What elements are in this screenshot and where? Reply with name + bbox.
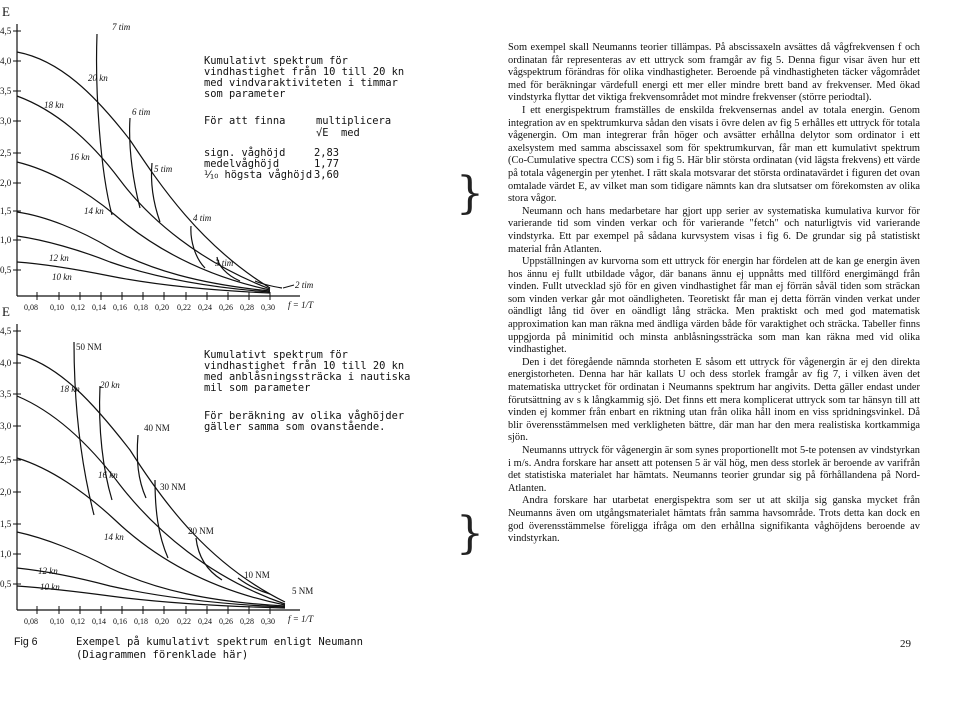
y-tick-label: 0,5	[0, 579, 12, 589]
legend-line: Kumulativt spektrum för	[204, 55, 348, 67]
legend-row-value: 3,60	[314, 169, 340, 181]
y-tick-label: 1,0	[0, 235, 12, 245]
caption-line: (Diagrammen förenklade här)	[76, 649, 249, 661]
curve-label: 16 kn	[70, 152, 90, 162]
duration-label: 4 tim	[193, 213, 212, 223]
y-tick-label: 1,0	[0, 549, 12, 559]
paragraph: Uppställningen av kurvorna som ett uttryck för energin har fördelen att de kan ge energin även hos ännu ej fullt utbildade vågor, där banans ännu ej uppnåtts med tillförd energimängd från vinden. Fullt utvecklad sjö för en given vindhastighet får man ej förrän såväl tiden som sträckan som vinden verkar går mot oändligheten. Teoretiskt får man ej detta förrän vinden verkat under oändligt lång tid över en oändligt lång sträcka. Men praktiskt och med god matematisk approximation kan man räkna med ändliga värden både för varaktighet och sträcka. Tabeller finns uppgjorda på minimitid och minsta anblåsningssträcka som man kan räkna med vid olika vindhastighet.	[508, 256, 920, 356]
y-tick-label: 1,5	[0, 519, 12, 529]
x-tick-label: 0,28	[240, 303, 254, 312]
legend-row-value: 2,83	[314, 147, 340, 159]
x-tick-label: 0,10	[50, 303, 64, 312]
legend-multiply: √E med	[316, 127, 360, 139]
x-tick-label: 0,28	[240, 617, 254, 626]
fetch-label: 20 NM	[188, 526, 214, 536]
curve-label: 14 kn	[104, 532, 124, 542]
fetch-label: 30 NM	[160, 482, 186, 492]
curve-label: 10 kn	[52, 272, 72, 282]
x-tick-label: 0,30	[261, 303, 275, 312]
fetch-label: 10 NM	[244, 570, 270, 580]
paragraph: Andra forskare har utarbetat energispektra som ser ut att skilja sig ganska mycket från Neumanns även om utgångsmaterialet hämtats från samma havsområde. Trots detta kan dock en god överensstämmelse föreligga ifråga om den erhållna signifikanta våghöjdens beroende av vindstyrkan.	[508, 495, 920, 545]
y-tick-label: 4,0	[0, 56, 12, 66]
legend-line: som parameter	[204, 88, 286, 100]
paragraph: Som exempel skall Neumanns teorier tillämpas. På abscissaxeln avsättes då vågfrekvensen f och ordinatan får representeras av ett uttryck som framgår av fig 5. Denna figur visar även hur ett vågspektrum förändras för olika vindhastigheter. Beroende på vindhastigheten täcker vågområdet med för beräkningar värdefull energi ett mer eller mindre brett band av frekvenser. Med ökad vindstyrka flyttar det viktiga frekvensområdet mot mindre frekvenser (större periodtal).	[508, 42, 920, 104]
caption-line: Exempel på kumulativt spektrum enligt Neumann	[76, 636, 364, 648]
figure-top	[0, 0, 478, 320]
x-tick-label: 0,24	[198, 303, 212, 312]
y-tick-label: 3,5	[0, 86, 12, 96]
legend-line: Kumulativt spektrum för	[204, 349, 348, 361]
x-tick-label: 0,22	[177, 303, 191, 312]
body-text	[508, 42, 920, 546]
paragraph: Neumann och hans medarbetare har gjort upp serier av systematiska kumulativa kurvor för varierande tid som vinden verkar och för varierande "fetch" och naturligtvis vid varierande vindstyrka. Ett par exempel på sådana kurvsystem visas i fig 6. De grundar sig på statistiskt material från Atlanten.	[508, 205, 920, 255]
x-tick-label: 0,26	[219, 617, 233, 626]
x-tick-label: 0,16	[113, 303, 127, 312]
legend-find: För att finna	[204, 115, 286, 127]
curve-label: 18 kn	[60, 384, 80, 394]
duration-label: 6 tim	[132, 107, 151, 117]
legend-row-value: 1,77	[314, 158, 340, 170]
curve-label: 20 kn	[100, 380, 120, 390]
legend-row-label: sign. våghöjd	[204, 147, 286, 159]
x-tick-label: 0,08	[24, 303, 38, 312]
x-tick-label: 0,18	[134, 303, 148, 312]
y-axis-title: E	[2, 4, 10, 19]
legend-multiply: multiplicera	[316, 115, 392, 127]
duration-label: 2 tim	[295, 280, 314, 290]
curve-label: 18 kn	[44, 100, 64, 110]
x-tick-label: 0,26	[219, 303, 233, 312]
y-tick-label: 2,5	[0, 148, 12, 158]
x-tick-label: 0,20	[155, 303, 169, 312]
x-axis-title: f = 1/T	[288, 614, 314, 624]
x-tick-label: 0,14	[92, 617, 106, 626]
left-page	[0, 0, 478, 704]
x-tick-label: 0,12	[71, 303, 85, 312]
x-tick-label: 0,12	[71, 617, 85, 626]
curve-label: 12 kn	[49, 253, 69, 263]
page-number: 29	[900, 638, 911, 650]
figure-caption	[14, 636, 363, 662]
y-tick-label: 1,5	[0, 206, 12, 216]
x-tick-label: 0,22	[177, 617, 191, 626]
x-tick-label: 0,10	[50, 617, 64, 626]
y-tick-label: 2,0	[0, 487, 12, 497]
x-tick-label: 0,30	[261, 617, 275, 626]
figure-bottom	[0, 304, 478, 630]
x-tick-label: 0,18	[134, 617, 148, 626]
legend-line: vindhastighet från 10 till 20 kn	[204, 360, 405, 372]
caption-label: Fig 6	[14, 636, 38, 648]
y-tick-label: 3,5	[0, 389, 12, 399]
y-tick-label: 4,5	[0, 26, 12, 36]
legend-row-label: medelvåghöjd	[204, 158, 280, 170]
y-tick-label: 0,5	[0, 265, 12, 275]
y-tick-label: 4,0	[0, 358, 12, 368]
legend-line: mil som parameter	[204, 382, 311, 394]
y-tick-label: 2,5	[0, 455, 12, 465]
legend-line: gäller samma som ovanstående.	[204, 421, 386, 433]
y-axis-title: E	[2, 304, 10, 319]
x-tick-label: 0,14	[92, 303, 106, 312]
duration-label: 3 tim	[215, 258, 234, 268]
paragraph: I ett energispektrum framställes de enskilda frekvensernas andel av totala energin. Genom integration av en spektrumkurva sådan den visats i övre delen av fig 5 erhålles ett uttryck för totala vågenergin. Om man integrerar från höger och avsätter erhållna delytor som ordinator i ett axelsystem med samma abscissaxel som för spektrumkurvan, får man ett kumulativt spektrum (Co-Cumulative spectra CCS) som i fig 5. Här blir största ordinatan (vid lägsta frekvens) ett värde på totala vågenergin per ytenhet. I rätt skala motsvarar det största ordinatavärdet i figuren det ovan omtalade värdet E, av vilket man som tidigare nämnts kan dra slutsatser om förekomsten av olika stora vågor.	[508, 104, 920, 205]
paragraph: Den i det föregående nämnda storheten E såsom ett uttryck för vågenergin är ej den direkta energistorheten. Denna har här kallats U och dess storlek framgår av fig 7, i vilken även det matematiska uttrycket för ordinatan i Neumanns spektrum har angivits. Detta gäller endast under förutsättning av s k långkammig sjö. Det finns ett mera komplicerat uttryck som tar hänsyn till att vinden ej kommer från enbart en riktning utan från olika håll inom en viss spridningsvinkel. Då blir överensstämmelsen med verkligheten bättre, där man har den mera realistiska kortkammiga sjön.	[508, 356, 920, 444]
curve-label: 20 kn	[88, 73, 108, 83]
paragraph: Neumanns uttryck för vågenergin är som synes proportionellt mot 5-te potensen av vindstyrkan i m/s. Andra forskare har ansett att potensen 5 är väl hög, men dess storlek är beroende av varifrån det statistiska materialet har hämtats. Neumanns teorier grundar sig på förhållandena på Nord-Atlanten.	[508, 445, 920, 494]
x-tick-label: 0,08	[24, 617, 38, 626]
curve-label: 12 kn	[38, 566, 58, 576]
legend-line: med vindvaraktiviteten i timmar	[204, 77, 398, 89]
legend-line: med anblåsningssträcka i nautiska	[204, 371, 411, 383]
duration-label: 7 tim	[112, 22, 131, 32]
y-tick-label: 3,0	[0, 421, 12, 431]
margin-brace: }	[456, 508, 484, 559]
x-axis-title: f = 1/T	[288, 300, 314, 310]
margin-brace: }	[456, 168, 484, 219]
fetch-label: 40 NM	[144, 423, 170, 433]
curve-label: 10 kn	[40, 582, 60, 592]
x-tick-label: 0,24	[198, 617, 212, 626]
legend-row-label: ⅒ högsta våghöjd	[204, 169, 313, 181]
legend-line: För beräkning av olika våghöjder	[204, 410, 405, 422]
y-tick-label: 2,0	[0, 178, 12, 188]
duration-label: 5 tim	[154, 164, 173, 174]
y-tick-label: 3,0	[0, 116, 12, 126]
y-tick-label: 4,5	[0, 326, 12, 336]
fetch-label: 50 NM	[76, 342, 102, 352]
curve-label: 16 kn	[98, 470, 118, 480]
x-tick-label: 0,16	[113, 617, 127, 626]
x-tick-label: 0,20	[155, 617, 169, 626]
fetch-label: 5 NM	[292, 586, 314, 596]
curve-label: 14 kn	[84, 206, 104, 216]
legend-line: vindhastighet från 10 till 20 kn	[204, 66, 405, 78]
